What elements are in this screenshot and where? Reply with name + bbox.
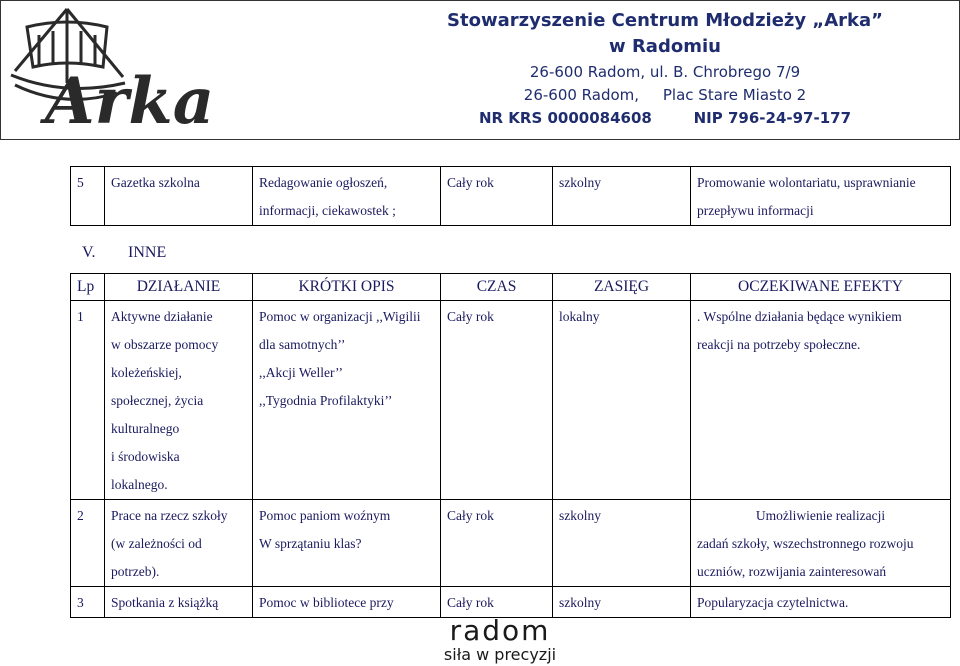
section-title: INNE [128,244,167,261]
header-dzialanie: DZIAŁANIE [105,274,253,301]
cell-efekty [691,500,951,587]
cell-efekty [691,301,951,500]
cell-czas: Cały rok [441,587,553,618]
cell-opis [253,167,441,226]
cell-zasieg: szkolny [553,167,691,226]
cell-lp: 3 [71,587,105,618]
activities-table-continued [70,166,951,226]
radom-city-logo [430,614,570,666]
cell-efekty: Popularyzacja czytelnictwa. [691,587,951,618]
efekty-line: przepływu informacji [697,203,814,218]
cell-dzialanie: Gazetka szkolna [105,167,253,226]
header-czas: CZAS [441,274,553,301]
section-number: V. [82,244,96,261]
table-row [71,587,951,618]
org-city: w Radomiu [609,36,721,57]
arka-logo [5,5,255,133]
opis-line: ,,Akcji Weller’’ [259,365,344,380]
cell-dzialanie [105,301,253,500]
section-heading [82,244,166,262]
header-efekty: OCZEKIWANE EFEKTY [691,274,951,301]
cell-zasieg: lokalny [553,301,691,500]
opis-line: Pomoc w organizacji ,,Wigilii [259,309,421,324]
cell-czas: Cały rok [441,301,553,500]
header-lp: Lp [71,274,105,301]
city-tagline: siła w precyzji [443,645,557,664]
org-address-2: 26-600 Radom, Plac Stare Miasto 2 [523,86,807,104]
cell-efekty [691,167,951,226]
efekty-line: Umożliwienie realizacji [755,508,886,523]
dzialanie-line: potrzeb). [111,564,160,579]
org-address-1: 26-600 Radom, ul. B. Chrobrego 7/9 [529,63,801,81]
opis-line: W sprzątaniu klas? [259,536,362,551]
dzialanie-line: kulturalnego [111,421,180,436]
dzialanie-line: społecznej, życia [111,393,204,408]
dzialanie-line: w obszarze pomocy [111,337,219,352]
cell-dzialanie: Spotkania z książką [105,587,253,618]
cell-lp: 2 [71,500,105,587]
dzialanie-line: Aktywne działanie [111,309,213,324]
organization-info [373,9,957,131]
city-logo-word: radom [449,614,551,647]
letterhead [0,0,960,140]
org-name: Stowarzyszenie Centrum Młodzieży „Arka” [447,10,883,31]
efekty-line: . Wspólne działania będące wynikiem [697,309,902,324]
dzialanie-line: i środowiska [111,449,180,464]
efekty-line: zadań szkoły, wszechstronnego rozwoju [697,536,914,551]
efekty-line: Promowanie wolontariatu, usprawnianie [697,175,916,190]
opis-line: dla samotnych’’ [259,337,346,352]
dzialanie-line: koleżeńskiej, [111,365,182,380]
cell-zasieg: szkolny [553,500,691,587]
opis-line: Redagowanie ogłoszeń, [259,175,388,190]
table-row [71,500,951,587]
table-row [71,301,951,500]
table-header-row [71,274,951,301]
cell-zasieg: szkolny [553,587,691,618]
cell-opis [253,301,441,500]
dzialanie-line: (w zależności od [111,536,202,551]
dzialanie-line: Prace na rzecz szkoły [111,508,228,523]
opis-line: informacji, ciekawostek ; [259,203,396,218]
cell-dzialanie [105,500,253,587]
efekty-line: uczniów, rozwijania zainteresowań [697,564,887,579]
org-registry: NR KRS 0000084608 NIP 796-24-97-177 [478,109,852,127]
table-row [71,167,951,226]
header-zasieg: ZASIĘG [553,274,691,301]
cell-czas: Cały rok [441,167,553,226]
opis-line: Pomoc paniom woźnym [259,508,391,523]
header-opis: KRÓTKI OPIS [253,274,441,301]
cell-opis [253,500,441,587]
efekty-line: reakcji na potrzeby społeczne. [697,337,861,352]
cell-lp: 1 [71,301,105,500]
cell-czas: Cały rok [441,500,553,587]
cell-lp: 5 [71,167,105,226]
dzialanie-line: lokalnego. [111,477,168,492]
logo-text: Arka [45,64,215,133]
cell-opis: Pomoc w bibliotece przy [253,587,441,618]
other-activities-table [70,273,951,618]
opis-line: ,,Tygodnia Profilaktyki’’ [259,393,393,408]
